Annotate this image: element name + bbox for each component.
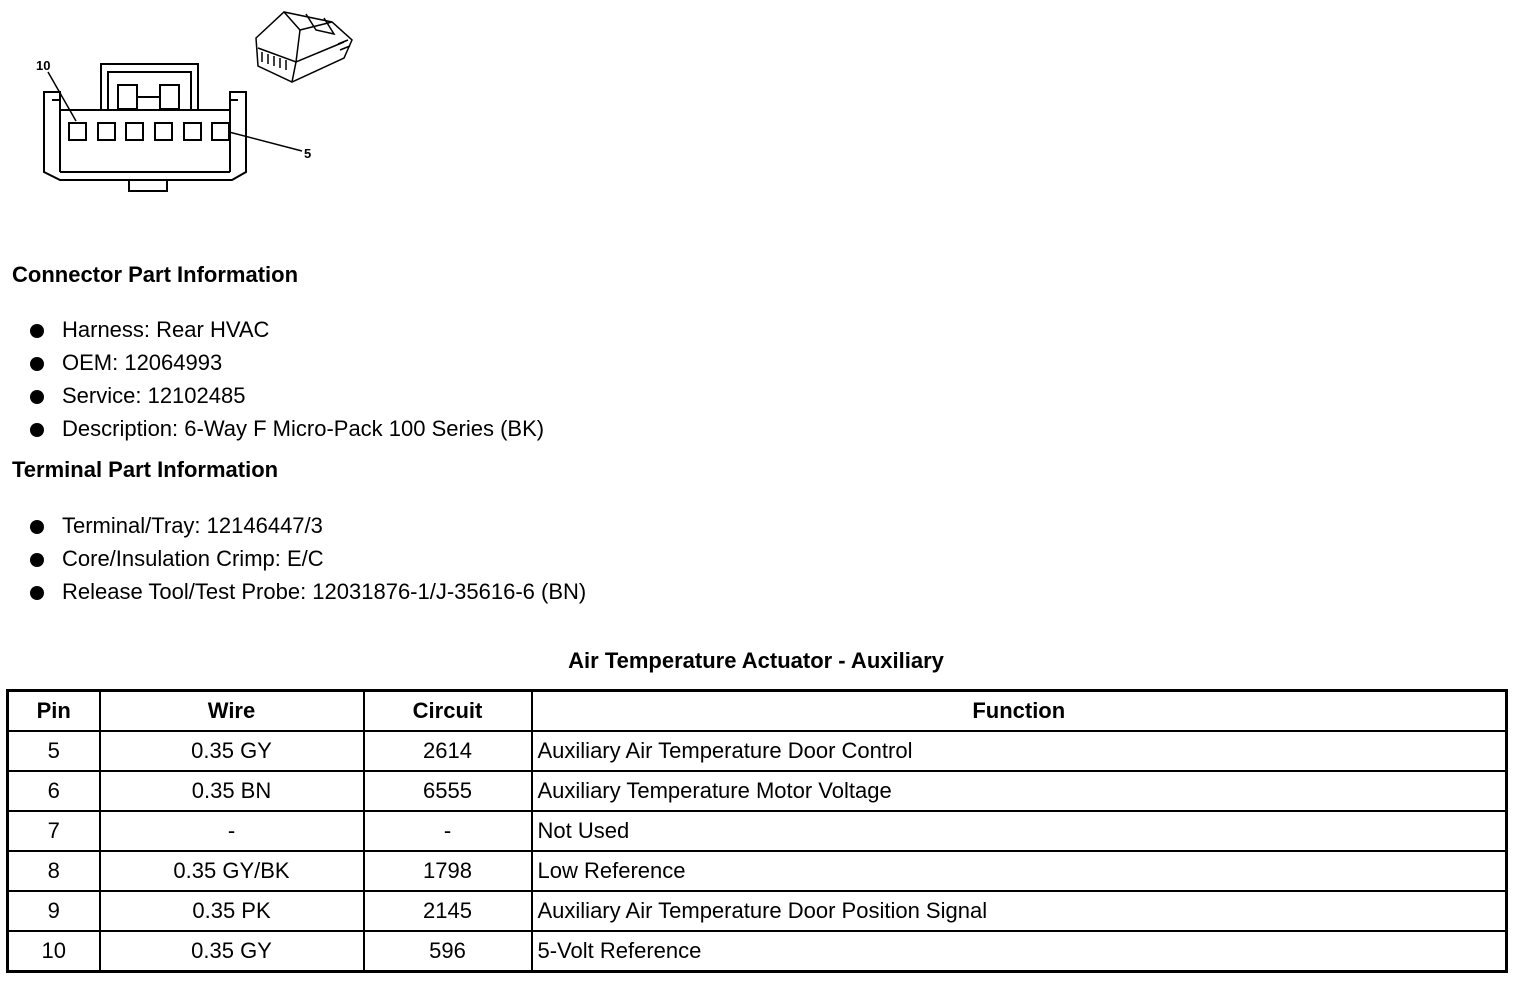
connector-info-list (28, 315, 544, 447)
cell-circuit: 2145 (364, 891, 532, 931)
cell-pin: 6 (8, 771, 100, 811)
cell-circuit: 2614 (364, 731, 532, 771)
table-row (8, 771, 1507, 811)
table-row (8, 851, 1507, 891)
cell-wire: 0.35 BN (100, 771, 364, 811)
connector-latch (101, 64, 198, 110)
table-row (8, 731, 1507, 771)
cell-function: Auxiliary Air Temperature Door Position Signal (532, 891, 1507, 931)
connector-info-item: OEM: 12064993 (28, 348, 544, 381)
cell-wire: 0.35 GY (100, 931, 364, 972)
header-circuit: Circuit (364, 691, 532, 732)
table-row (8, 931, 1507, 972)
connector-info-item: Description: 6-Way F Micro-Pack 100 Series (BK) (28, 414, 544, 447)
connector-info-item: Service: 12102485 (28, 381, 544, 414)
cell-pin: 9 (8, 891, 100, 931)
cell-wire: 0.35 PK (100, 891, 364, 931)
cell-wire: - (100, 811, 364, 851)
cell-pin: 10 (8, 931, 100, 972)
terminal-info-item: Release Tool/Test Probe: 12031876-1/J-35616-6 (BN) (28, 577, 586, 610)
terminal-info-item: Core/Insulation Crimp: E/C (28, 544, 586, 577)
cell-circuit: - (364, 811, 532, 851)
header-wire: Wire (100, 691, 364, 732)
pin-label-10: 10 (36, 58, 51, 73)
connector-tab (129, 180, 167, 191)
pin-table (6, 689, 1508, 973)
table-row (8, 811, 1507, 851)
table-row (8, 891, 1507, 931)
terminal-info-item: Terminal/Tray: 12146447/3 (28, 511, 586, 544)
cell-pin: 7 (8, 811, 100, 851)
connector-info-item: Harness: Rear HVAC (28, 315, 544, 348)
cell-pin: 5 (8, 731, 100, 771)
connector-isometric-view (256, 12, 352, 82)
cell-wire: 0.35 GY/BK (100, 851, 364, 891)
cell-wire: 0.35 GY (100, 731, 364, 771)
pin-label-5: 5 (304, 146, 312, 161)
cell-circuit: 1798 (364, 851, 532, 891)
cell-function: 5-Volt Reference (532, 931, 1507, 972)
table-title: Air Temperature Actuator - Auxiliary (568, 648, 944, 673)
terminal-info-title: Terminal Part Information (12, 457, 279, 482)
cell-circuit: 6555 (364, 771, 532, 811)
cell-pin: 8 (8, 851, 100, 891)
connector-diagram (0, 0, 380, 210)
connector-info-title: Connector Part Information (12, 262, 299, 287)
connector-body (44, 92, 246, 180)
header-function: Function (532, 691, 1507, 732)
cell-function: Auxiliary Temperature Motor Voltage (532, 771, 1507, 811)
cell-function: Low Reference (532, 851, 1507, 891)
table-header-row (8, 691, 1507, 732)
cell-function: Not Used (532, 811, 1507, 851)
terminal-info-list (28, 511, 586, 610)
cell-function: Auxiliary Air Temperature Door Control (532, 731, 1507, 771)
cell-circuit: 596 (364, 931, 532, 972)
header-pin: Pin (8, 691, 100, 732)
